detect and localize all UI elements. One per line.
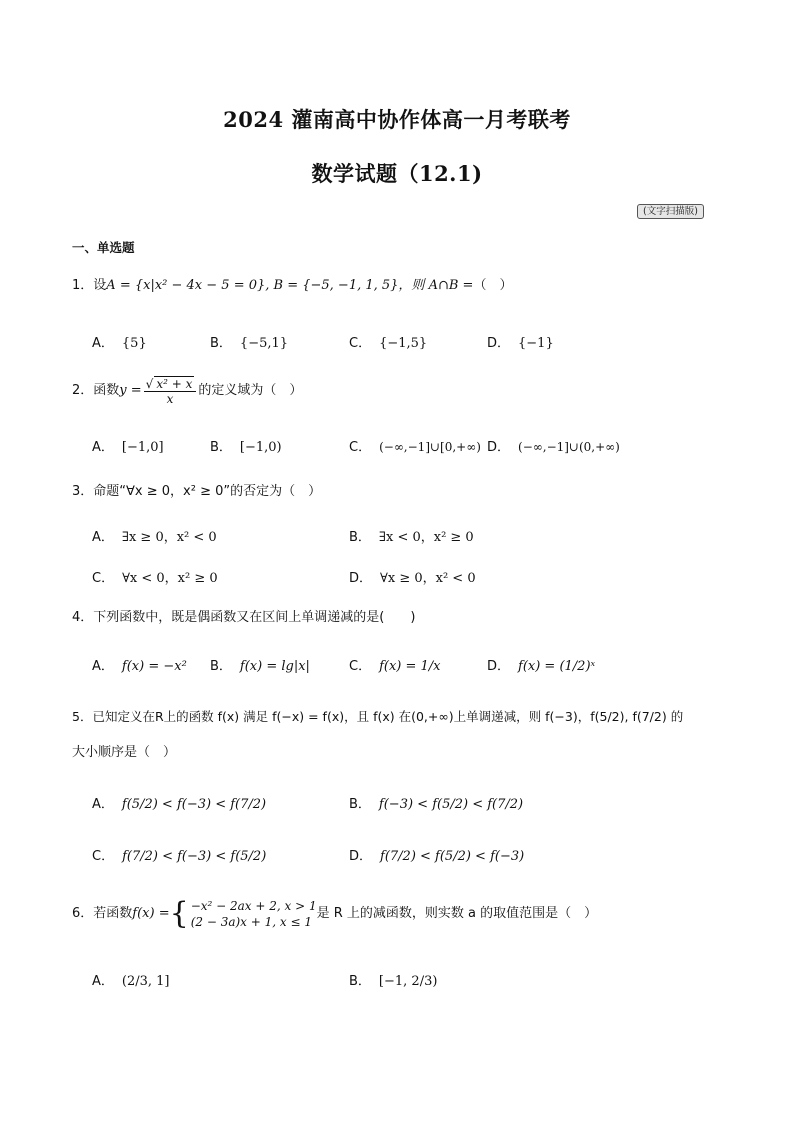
option-label: C．: [92, 571, 115, 586]
question-number: 6．: [72, 906, 94, 921]
option-text: {5}: [121, 336, 147, 351]
question-4: [72, 608, 415, 628]
question-5-line2: 大小顺序是（ ）: [72, 745, 177, 760]
exam-title: 2024 灌南高中协作体高一月考联考: [223, 107, 571, 132]
question-suffix: （ ）: [473, 278, 513, 293]
option-text: ∃x ≥ 0，x² < 0: [121, 530, 217, 545]
q2-option-b[interactable]: [210, 436, 282, 455]
option-text: f(x) = −x²: [121, 659, 187, 674]
option-text: ∃x < 0，x² ≥ 0: [378, 530, 474, 545]
question-stem-line1: 已知定义在R上的函数 f(x) 满足 f(−x) = f(x)，且 f(x) 在(0,+∞)上单调递减，则 f(−3)，f(5/2), f(7/2) 的: [92, 709, 684, 724]
numerator: x² + x: [156, 376, 193, 391]
q6-option-b[interactable]: [349, 970, 437, 989]
option-label: D．: [487, 659, 511, 674]
fraction: $\frac{\text{√ x² + x}}{x}$: [144, 376, 197, 406]
question-stem: 命题“∀x ≥ 0，x² ≥ 0”的否定为（ ）: [93, 484, 322, 499]
question-prefix: 若函数: [93, 906, 133, 921]
option-label: C．: [349, 659, 372, 674]
option-text: f(−3) < f(5/2) < f(7/2): [378, 797, 524, 812]
question-number: 5．: [72, 709, 93, 724]
function-name: f(x) =: [132, 906, 170, 921]
q2-option-a[interactable]: [92, 436, 164, 455]
question-number: 2．: [72, 383, 94, 398]
option-label: B．: [349, 974, 371, 989]
option-text: [−1,0): [239, 440, 282, 455]
q1-option-a[interactable]: [92, 332, 147, 351]
question-1: [72, 276, 512, 296]
exam-subtitle: 数学试题（12.1): [311, 161, 483, 186]
option-label: A．: [92, 440, 114, 455]
q5-option-a[interactable]: [92, 793, 266, 812]
question-stem: 下列函数中，既是偶函数又在区间上单调递减的是( ): [93, 610, 416, 625]
q4-option-a[interactable]: [92, 655, 187, 674]
q3-option-d[interactable]: [349, 567, 476, 586]
q5-option-b[interactable]: [349, 793, 523, 812]
question-2: [72, 372, 302, 410]
option-label: B．: [349, 530, 371, 545]
question-number: 1．: [72, 278, 94, 293]
option-label: A．: [92, 974, 114, 989]
option-label: D．: [349, 849, 373, 864]
q5-option-c[interactable]: [92, 845, 266, 864]
function-name: y =: [119, 383, 142, 398]
option-label: D．: [349, 571, 373, 586]
question-stem-math: A = {x|x² − 4x − 5 = 0}, B = {−5, −1, 1, 5}，则 A∩B =: [106, 278, 474, 293]
question-suffix: 的定义域为（ ）: [198, 383, 303, 398]
option-label: A．: [92, 336, 114, 351]
option-text: f(x) = (1/2)ˣ: [518, 659, 596, 674]
option-text: ∀x < 0，x² ≥ 0: [122, 571, 218, 586]
question-number: 4．: [72, 610, 94, 625]
q4-option-d[interactable]: [487, 655, 595, 674]
option-text: [−1, 2/3): [378, 974, 438, 989]
question-prefix: 设: [93, 278, 107, 293]
question-prefix: 函数: [93, 383, 120, 398]
q6-option-a[interactable]: [92, 970, 170, 989]
option-label: B．: [210, 659, 232, 674]
option-text: f(x) = lg|x|: [239, 659, 310, 674]
section-title: 一、单选题: [72, 240, 135, 255]
option-text: {−1}: [518, 336, 554, 351]
option-text: (2/3, 1]: [121, 974, 170, 989]
q2-option-c[interactable]: [349, 436, 481, 455]
option-label: C．: [349, 440, 372, 455]
q3-option-a[interactable]: [92, 526, 217, 545]
option-text: {−1,5}: [379, 336, 428, 351]
question-3: [72, 482, 321, 502]
case-1: −x² − 2ax + 2, x > 1: [190, 898, 317, 913]
case-2: (2 − 3a)x + 1, x ≤ 1: [190, 914, 312, 929]
question-6: [72, 896, 597, 932]
brace: {: [169, 895, 189, 931]
denominator: x: [166, 391, 174, 406]
question-number: 3．: [72, 484, 94, 499]
option-text: (−∞,−1]∪[0,+∞): [379, 440, 481, 454]
option-text: f(x) = 1/x: [379, 659, 441, 674]
option-text: (−∞,−1]∪(0,+∞): [518, 440, 620, 454]
option-text: f(5/2) < f(−3) < f(7/2): [121, 797, 267, 812]
q5-option-d[interactable]: [349, 845, 524, 864]
option-text: {−5,1}: [239, 336, 289, 351]
q4-option-b[interactable]: [210, 655, 310, 674]
question-suffix: 是 R 上的减函数，则实数 a 的取值范围是（ ）: [316, 906, 598, 921]
option-label: D．: [487, 336, 511, 351]
q1-option-c[interactable]: [349, 332, 427, 351]
q2-option-d[interactable]: [487, 436, 620, 455]
q3-option-c[interactable]: [92, 567, 218, 586]
option-text: ∀x ≥ 0，x² < 0: [380, 571, 476, 586]
scan-version-badge: (文字扫描版): [637, 204, 704, 219]
option-label: B．: [349, 797, 371, 812]
option-label: A．: [92, 659, 114, 674]
piecewise-function: [169, 895, 317, 931]
option-label: C．: [92, 849, 115, 864]
option-text: f(7/2) < f(5/2) < f(−3): [380, 849, 525, 864]
question-5: [72, 707, 683, 727]
option-label: A．: [92, 797, 114, 812]
q1-option-b[interactable]: [210, 332, 288, 351]
option-label: B．: [210, 336, 232, 351]
option-label: C．: [349, 336, 372, 351]
option-label: D．: [487, 440, 511, 455]
option-label: A．: [92, 530, 114, 545]
option-text: f(7/2) < f(−3) < f(5/2): [122, 849, 267, 864]
q3-option-b[interactable]: [349, 526, 474, 545]
q4-option-c[interactable]: [349, 655, 441, 674]
option-text: [−1,0]: [121, 440, 164, 455]
option-label: B．: [210, 440, 232, 455]
q1-option-d[interactable]: [487, 332, 554, 351]
